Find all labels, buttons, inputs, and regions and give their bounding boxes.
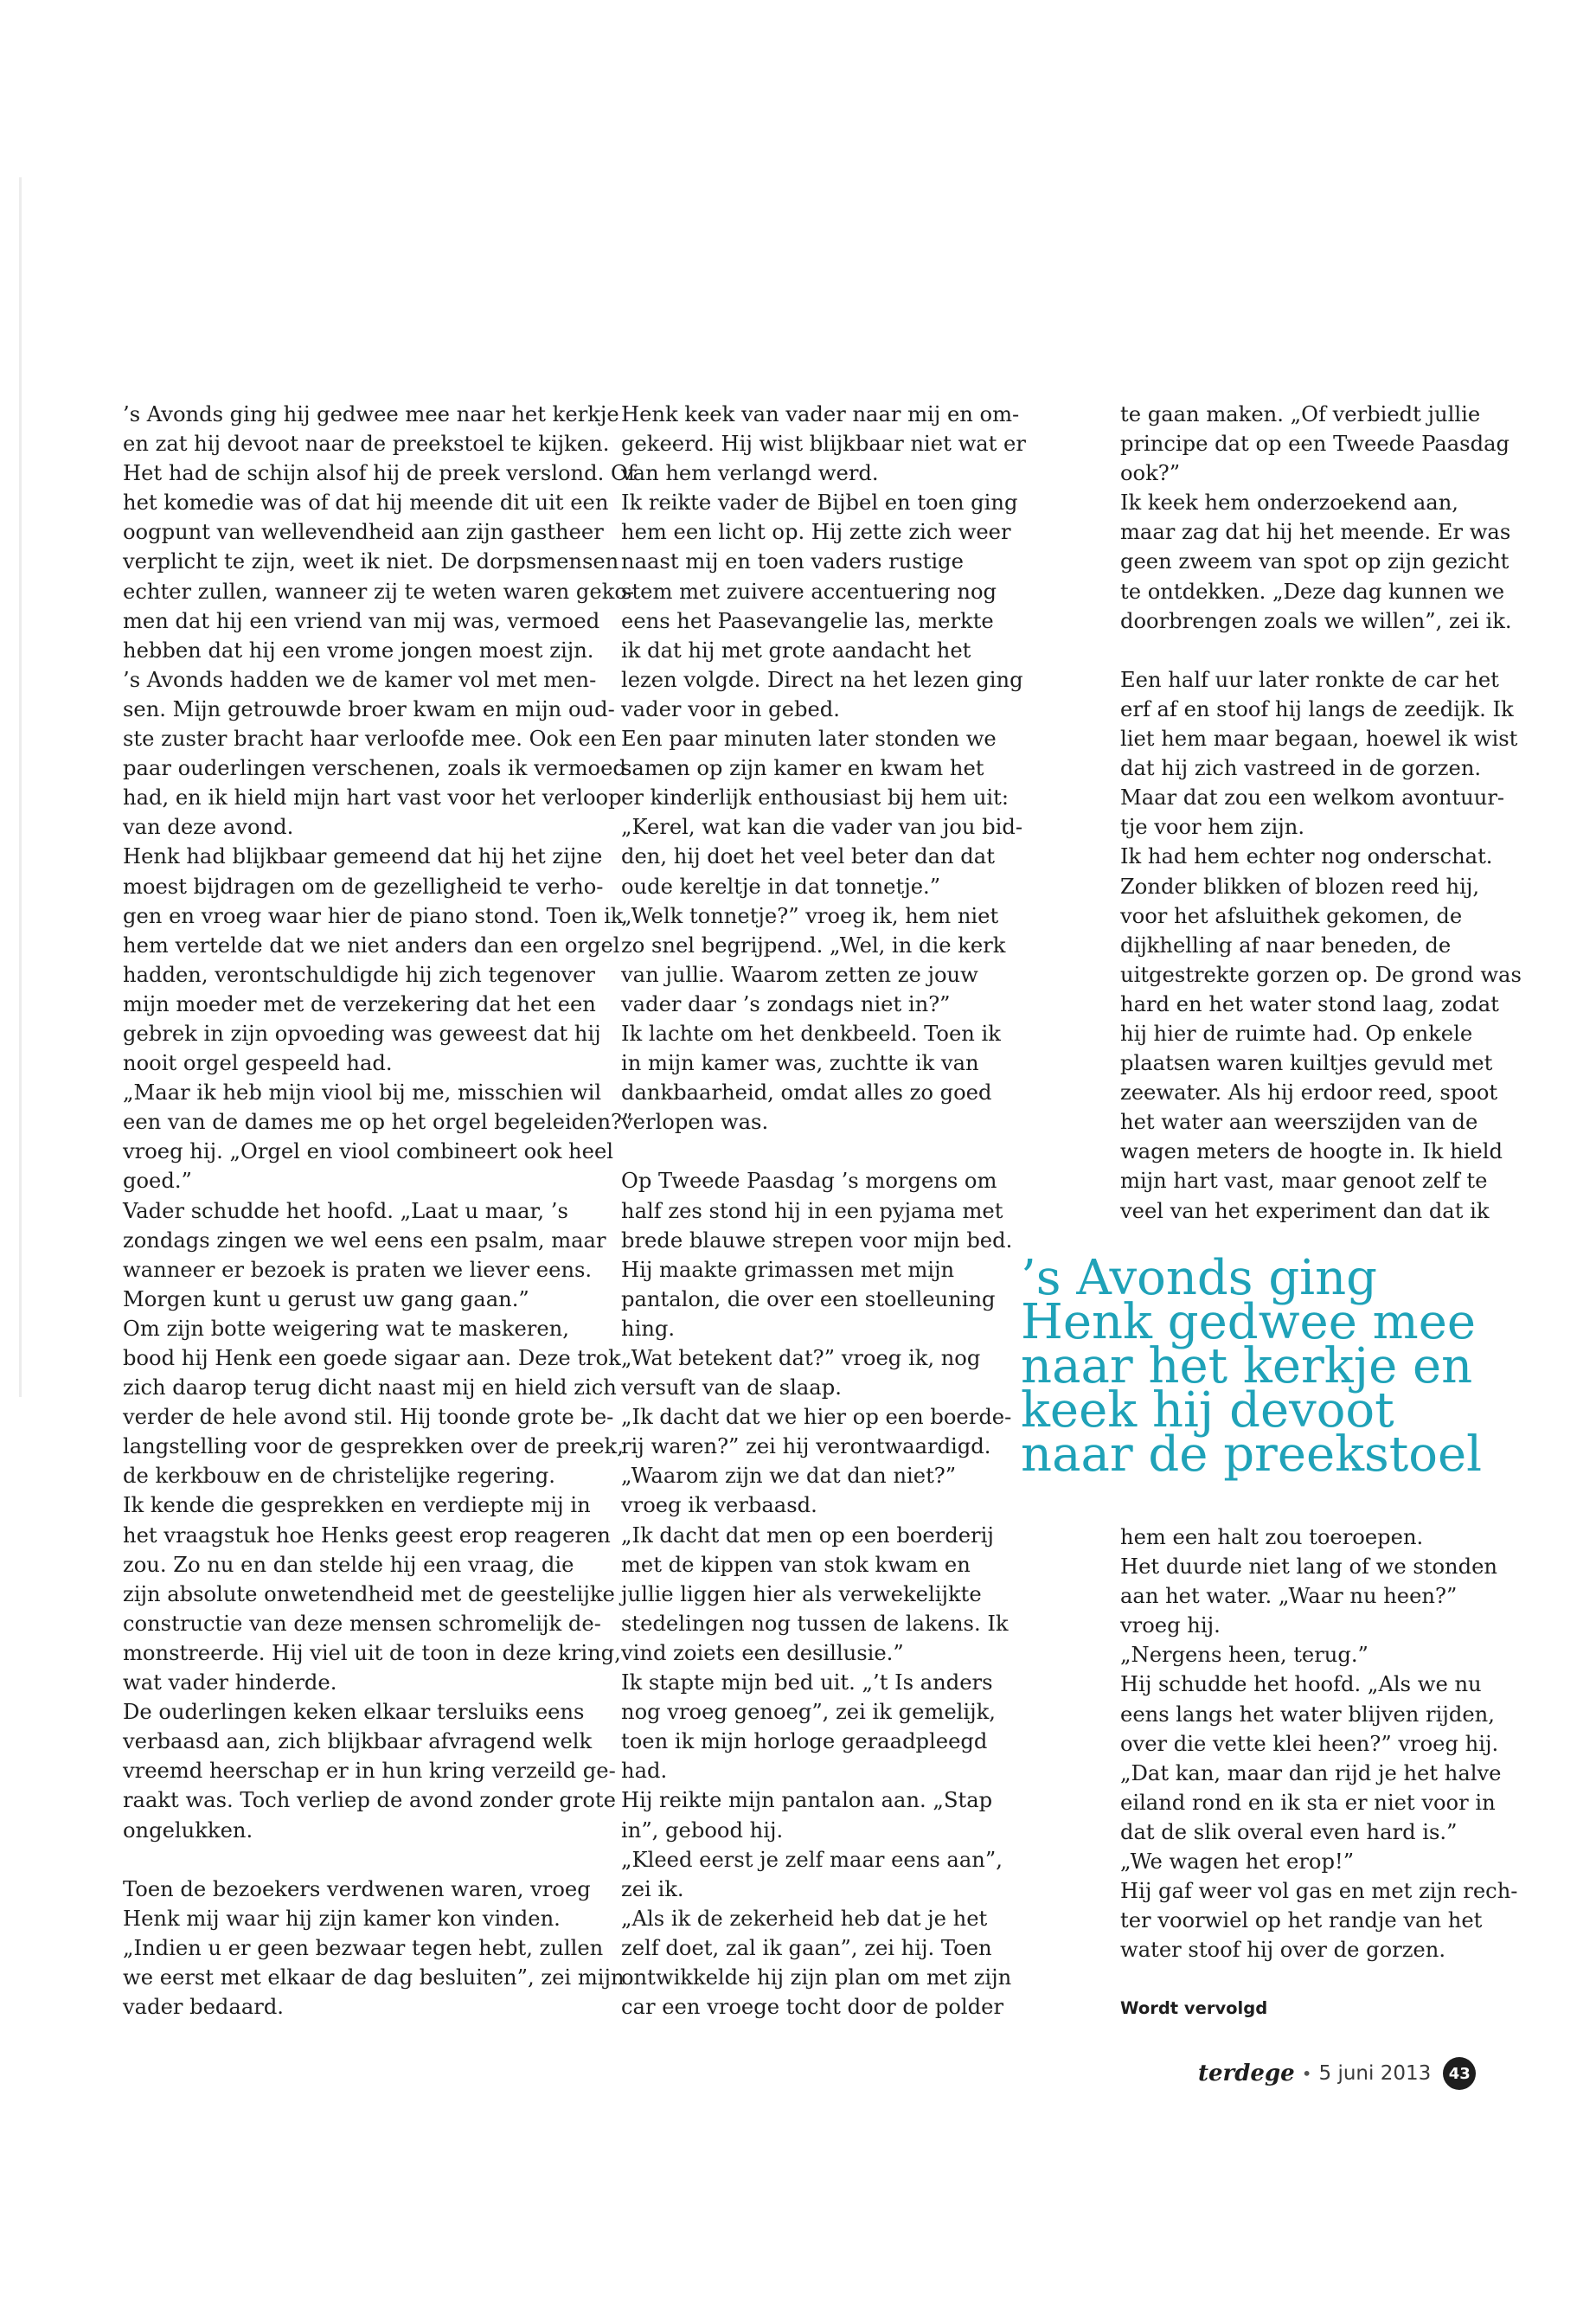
- text-line: van hem verlangd werd.: [621, 461, 879, 486]
- text-line: Ik had hem echter nog onderschat.: [1120, 844, 1493, 869]
- text-line: De ouderlingen keken elkaar tersluiks eens: [123, 1700, 585, 1725]
- text-line: ’s Avonds ging: [1021, 1250, 1377, 1306]
- text-line: Morgen kunt u gerust uw gang gaan.”: [123, 1286, 529, 1311]
- text-line: ter voorwiel op het randje van het: [1120, 1908, 1483, 1933]
- text-line: nog vroeg genoeg”, zei ik gemelijk,: [621, 1700, 996, 1725]
- text-line: dat hij zich vastreed in de gorzen.: [1120, 756, 1482, 781]
- text-line: hadden, verontschuldigde hij zich tegenover: [123, 962, 595, 987]
- text-line: gebrek in zijn opvoeding was geweest dat hij: [123, 1021, 601, 1046]
- text-line: oogpunt van wellevendheid aan zijn gastheer: [123, 520, 604, 545]
- text-line: langstelling voor de gesprekken over de preek,: [123, 1434, 624, 1459]
- text-line: het water aan weerszijden van de: [1120, 1110, 1478, 1135]
- text-line: monstreerde. Hij viel uit de toon in deze kring,: [123, 1640, 621, 1665]
- text-line: oude kereltje in dat tonnetje.”: [621, 874, 941, 899]
- text-line: zelf doet, zal ik gaan”, zei hij. Toen: [621, 1935, 992, 1960]
- text-line: half zes stond hij in een pyjama met: [621, 1198, 1003, 1223]
- text-line: verbaasd aan, zich blijkbaar afvragend welk: [123, 1729, 593, 1754]
- text-line: Ik keek hem onderzoekend aan,: [1120, 490, 1458, 516]
- text-line: van jullie. Waarom zetten ze jouw: [621, 962, 978, 987]
- text-line: stem met zuivere accentuering nog: [621, 579, 997, 604]
- text-line: mijn moeder met de verzekering dat het een: [123, 991, 596, 1016]
- pull-quote: [1021, 1250, 1574, 1483]
- text-line: Om zijn botte weigering wat te maskeren,: [123, 1316, 569, 1341]
- text-line: car een vroege tocht door de polder: [621, 1995, 1004, 2020]
- text-line: en zat hij devoot naar de preekstoel te kijken.: [123, 432, 610, 457]
- text-line: veel van het experiment dan dat ik: [1120, 1198, 1490, 1223]
- text-line: vroeg hij. „Orgel en viool combineert ook heel: [123, 1139, 613, 1164]
- text-line: jullie liggen hier als verwekelijkte: [621, 1581, 982, 1606]
- text-line: constructie van deze mensen schromelijk de-: [123, 1611, 601, 1636]
- text-line: Toen de bezoekers verdwenen waren, vroeg: [123, 1876, 591, 1901]
- text-line: water stoof hij over de gorzen.: [1120, 1938, 1446, 1963]
- article-column-3-top: [1120, 400, 1544, 1226]
- text-line: rij waren?” zei hij verontwaardigd.: [621, 1434, 991, 1459]
- text-line: uitgestrekte gorzen op. De grond was: [1120, 962, 1522, 987]
- text-line: Een half uur later ronkte de car het: [1120, 667, 1499, 692]
- text-line: Vader schudde het hoofd. „Laat u maar, ’s: [123, 1198, 568, 1223]
- text-line: we eerst met elkaar de dag besluiten”, zei mijn: [123, 1965, 625, 1990]
- text-line: lezen volgde. Direct na het lezen ging: [621, 667, 1023, 692]
- text-line: „Ik dacht dat men op een boerderij: [621, 1522, 994, 1548]
- text-line: naast mij en toen vaders rustige: [621, 549, 964, 574]
- text-line: zijn absolute onwetendheid met de geestelijke: [123, 1581, 615, 1606]
- paragraph-gap: [123, 1845, 590, 1875]
- text-line: ’s Avonds ging hij gedwee mee naar het kerkje: [123, 402, 619, 426]
- page-footer: [1198, 2055, 1476, 2092]
- text-line: „Welk tonnetje?” vroeg ik, hem niet: [621, 903, 999, 928]
- text-line: Zonder blikken of blozen reed hij,: [1120, 874, 1480, 899]
- text-line: een van de dames me op het orgel begeleiden?”: [123, 1110, 633, 1135]
- text-line: stedelingen nog tussen de lakens. Ik: [621, 1611, 1009, 1636]
- article-column-3-bottom: [1120, 1522, 1544, 1965]
- text-line: naar het kerkje en: [1021, 1338, 1473, 1394]
- text-line: te gaan maken. „Of verbiedt jullie: [1120, 402, 1481, 426]
- text-line: sen. Mijn getrouwde broer kwam en mijn oud-: [123, 696, 615, 721]
- text-line: ook?”: [1120, 461, 1181, 486]
- text-line: Maar dat zou een welkom avontuur-: [1120, 785, 1505, 811]
- text-line: vreemd heerschap er in hun kring verzeild ge-: [123, 1759, 616, 1784]
- text-line: Ik lachte om het denkbeeld. Toen ik: [621, 1021, 1001, 1046]
- text-line: Ik kende die gesprekken en verdiepte mij in: [123, 1493, 591, 1518]
- text-line: eens het Paasevangelie las, merkte: [621, 608, 994, 633]
- text-line: hebben dat hij een vrome jongen moest zijn.: [123, 638, 594, 663]
- article-column-1: [123, 400, 636, 2022]
- to-be-continued-label: Wordt vervolgd: [1120, 1998, 1268, 2018]
- text-line: ik dat hij met grote aandacht het: [621, 638, 971, 663]
- text-line: zondags zingen we wel eens een psalm, maar: [123, 1227, 606, 1253]
- text-line: men dat hij een vriend van mij was, vermoed: [123, 608, 600, 633]
- text-line: Een paar minuten later stonden we: [621, 727, 997, 752]
- text-line: van deze avond.: [123, 815, 294, 840]
- text-line: Het had de schijn alsof hij de preek verslond. Of: [123, 461, 636, 486]
- text-line: Henk keek van vader naar mij en om-: [621, 402, 1020, 426]
- text-line: „Ik dacht dat we hier op een boerde-: [621, 1405, 1012, 1430]
- text-line: dat de slik overal even hard is.”: [1120, 1819, 1458, 1844]
- text-line: pantalon, die over een stoelleuning: [621, 1286, 996, 1311]
- text-line: goed.”: [123, 1169, 192, 1194]
- text-line: wanneer er bezoek is praten we liever eens.: [123, 1257, 593, 1282]
- text-line: ongelukken.: [123, 1817, 253, 1843]
- text-line: in mijn kamer was, zuchtte ik van: [621, 1051, 979, 1076]
- text-line: „We wagen het erop!”: [1120, 1849, 1355, 1875]
- text-line: Hij maakte grimassen met mijn: [621, 1257, 955, 1282]
- text-line: ste zuster bracht haar verloofde mee. Ook een: [123, 727, 617, 752]
- text-line: Henk mij waar hij zijn kamer kon vinden.: [123, 1906, 561, 1931]
- text-line: liet hem maar begaan, hoewel ik wist: [1120, 727, 1518, 752]
- text-line: zo snel begrijpend. „Wel, in die kerk: [621, 933, 1006, 958]
- text-line: gekeerd. Hij wist blijkbaar niet wat er: [621, 432, 1026, 457]
- text-line: Henk gedwee mee: [1021, 1294, 1477, 1350]
- text-line: doorbrengen zoals we willen”, zei ik.: [1120, 608, 1512, 633]
- text-line: den, hij doet het veel beter dan dat: [621, 844, 995, 869]
- text-line: hem vertelde dat we niet anders dan een orgel: [123, 933, 620, 958]
- text-line: hem een halt zou toeroepen.: [1120, 1525, 1424, 1549]
- text-line: in”, gebood hij.: [621, 1817, 784, 1843]
- text-line: Het duurde niet lang of we stonden: [1120, 1554, 1498, 1580]
- text-line: ontwikkelde hij zijn plan om met zijn: [621, 1965, 1012, 1990]
- text-line: Hij reikte mijn pantalon aan. „Stap: [621, 1788, 993, 1813]
- text-line: gen en vroeg waar hier de piano stond. Toen ik: [123, 903, 624, 928]
- text-line: voor het afsluithek gekomen, de: [1120, 903, 1463, 928]
- paragraph-gap: [621, 1137, 1088, 1166]
- text-line: verlopen was.: [621, 1110, 769, 1135]
- issue-date: 5 juni 2013: [1318, 2062, 1432, 2085]
- text-line: er kinderlijk enthousiast bij hem uit:: [621, 785, 1010, 811]
- text-line: wagen meters de hoogte in. Ik hield: [1120, 1139, 1503, 1164]
- text-line: Ik stapte mijn bed uit. „’t Is anders: [621, 1670, 993, 1695]
- text-line: „Indien u er geen bezwaar tegen hebt, zullen: [123, 1935, 604, 1960]
- text-line: vind zoiets een desillusie.”: [621, 1640, 904, 1665]
- text-line: samen op zijn kamer en kwam het: [621, 756, 984, 781]
- text-line: paar ouderlingen verschenen, zoals ik vermoed: [123, 756, 626, 781]
- text-line: „Dat kan, maar dan rijd je het halve: [1120, 1760, 1502, 1785]
- text-line: tje voor hem zijn.: [1120, 815, 1305, 840]
- text-line: „Nergens heen, terug.”: [1120, 1643, 1368, 1668]
- text-line: te ontdekken. „Deze dag kunnen we: [1120, 579, 1505, 604]
- text-line: het komedie was of dat hij meende dit uit een: [123, 490, 609, 516]
- text-line: „Als ik de zekerheid heb dat je het: [621, 1906, 988, 1931]
- text-line: hij hier de ruimte had. Op enkele: [1120, 1021, 1473, 1046]
- text-line: „Maar ik heb mijn viool bij me, misschien wil: [123, 1080, 602, 1106]
- text-line: ’s Avonds hadden we de kamer vol met men-: [123, 667, 597, 692]
- text-line: versuft van de slaap.: [621, 1375, 842, 1400]
- text-line: zich daarop terug dicht naast mij en hield zich: [123, 1375, 617, 1400]
- text-line: hing.: [621, 1316, 676, 1341]
- text-line: mijn hart vast, maar genoot zelf te: [1120, 1169, 1488, 1194]
- text-line: hard en het water stond laag, zodat: [1120, 991, 1499, 1016]
- text-line: het vraagstuk hoe Henks geest erop reageren: [123, 1522, 611, 1548]
- text-line: vroeg hij.: [1120, 1613, 1221, 1638]
- paragraph-gap: [1120, 636, 1544, 665]
- text-line: hem een licht op. Hij zette zich weer: [621, 520, 1011, 545]
- text-line: raakt was. Toch verliep de avond zonder grote: [123, 1788, 616, 1813]
- text-line: vroeg ik verbaasd.: [621, 1493, 817, 1518]
- text-line: wat vader hinderde.: [123, 1670, 337, 1695]
- text-line: zou. Zo nu en dan stelde hij een vraag, die: [123, 1552, 574, 1577]
- text-line: toen ik mijn horloge geraadpleegd: [621, 1729, 988, 1754]
- text-line: eens langs het water blijven rijden,: [1120, 1702, 1495, 1727]
- text-line: vader voor in gebed.: [621, 696, 840, 721]
- text-line: zeewater. Als hij erdoor reed, spoot: [1120, 1080, 1498, 1106]
- text-line: naar de preekstoel: [1021, 1426, 1483, 1483]
- text-line: vader daar ’s zondags niet in?”: [621, 991, 951, 1016]
- text-line: geen zweem van spot op zijn gezicht: [1120, 549, 1509, 574]
- text-line: had.: [621, 1759, 668, 1784]
- text-line: had, en ik hield mijn hart vast voor het verloop: [123, 785, 622, 811]
- text-line: dankbaarheid, omdat alles zo goed: [621, 1080, 992, 1106]
- text-line: bood hij Henk een goede sigaar aan. Deze trok: [123, 1346, 621, 1370]
- text-line: zei ik.: [621, 1876, 684, 1901]
- text-line: „Wat betekent dat?” vroeg ik, nog: [621, 1346, 981, 1370]
- text-line: de kerkbouw en de christelijke regering.: [123, 1464, 555, 1489]
- magazine-logo: terdege: [1198, 2061, 1295, 2086]
- text-line: „Kerel, wat kan die vader van jou bid-: [621, 815, 1023, 840]
- text-line: Ik reikte vader de Bijbel en toen ging: [621, 490, 1018, 516]
- text-line: principe dat op een Tweede Paasdag: [1120, 432, 1509, 457]
- text-line: brede blauwe strepen voor mijn bed.: [621, 1227, 1013, 1253]
- footer-separator: •: [1301, 2063, 1312, 2084]
- article-column-2: [621, 400, 1088, 2022]
- text-line: „Kleed eerst je zelf maar eens aan”,: [621, 1847, 1003, 1872]
- text-line: erf af en stoof hij langs de zeedijk. Ik: [1120, 696, 1514, 721]
- text-line: Hij schudde het hoofd. „Als we nu: [1120, 1672, 1482, 1697]
- text-line: maar zag dat hij het meende. Er was: [1120, 520, 1511, 545]
- page-edge-line: [19, 177, 22, 1397]
- text-line: echter zullen, wanneer zij te weten waren geko-: [123, 579, 635, 604]
- text-line: over die vette klei heen?” vroeg hij.: [1120, 1731, 1499, 1756]
- text-line: Hij gaf weer vol gas en met zijn rech-: [1120, 1879, 1518, 1904]
- text-line: aan het water. „Waar nu heen?”: [1120, 1584, 1458, 1609]
- page-number-badge: 43: [1443, 2057, 1476, 2090]
- text-line: dijkhelling af naar beneden, de: [1120, 933, 1452, 958]
- text-line: vader bedaard.: [123, 1995, 284, 2020]
- text-line: keek hij devoot: [1021, 1382, 1394, 1439]
- text-line: Op Tweede Paasdag ’s morgens om: [621, 1169, 997, 1194]
- text-line: plaatsen waren kuiltjes gevuld met: [1120, 1051, 1493, 1076]
- text-line: moest bijdragen om de gezelligheid te verho-: [123, 874, 604, 899]
- text-line: met de kippen van stok kwam en: [621, 1552, 971, 1577]
- text-line: Henk had blijkbaar gemeend dat hij het zijne: [123, 844, 603, 869]
- text-line: verplicht te zijn, weet ik niet. De dorpsmensen: [123, 549, 619, 574]
- text-line: eiland rond en ik sta er niet voor in: [1120, 1790, 1496, 1815]
- text-line: nooit orgel gespeeld had.: [123, 1051, 393, 1076]
- text-line: „Waarom zijn we dat dan niet?”: [621, 1464, 957, 1489]
- text-line: verder de hele avond stil. Hij toonde grote be-: [123, 1405, 614, 1430]
